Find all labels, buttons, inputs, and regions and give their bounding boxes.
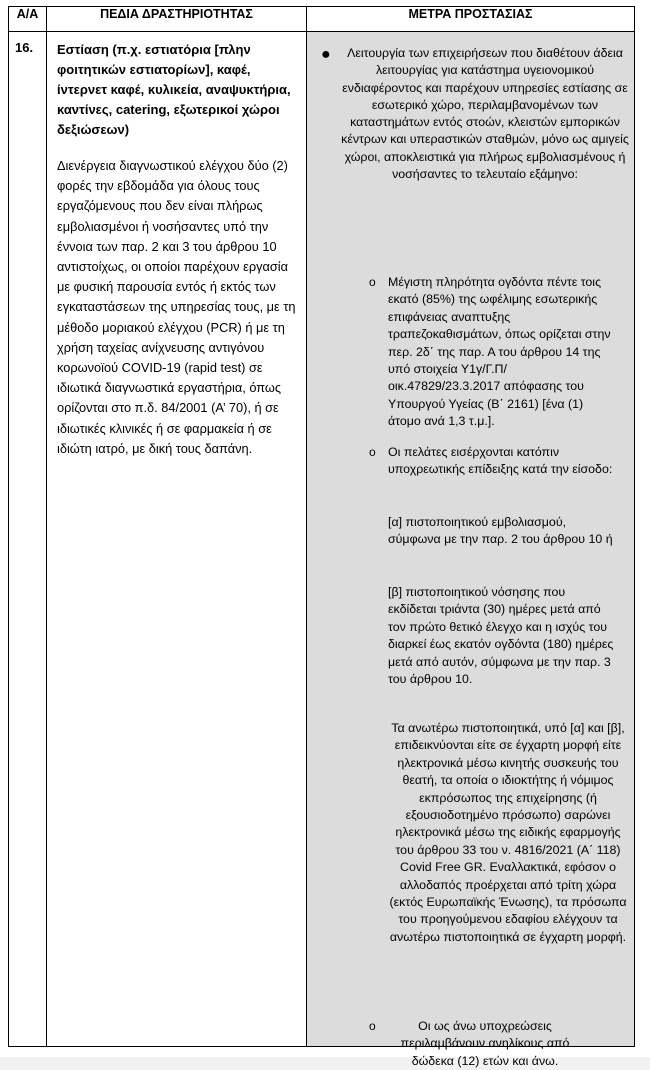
- activity-field-text: Διενέργεια διαγνωστικού ελέγχου δύο (2) φορές την εβδομάδα για όλους τους εργαζόμενους που δεν είναι πλήρως εμβολιασμένοι ή νοσήσαντες υπό την έννοια των παρ. 2 και 3 του άρθρου 10 αντιστοίχως, οι οποίοι παρέχουν εργασία με φυσική παρουσία εντός ή εκτός των εγκαταστάσεων της υπηρεσίας τους, με τη μέθοδο μοριακού ελέγχου (PCR) ή με τη χρήση ταχείας ανίχνευσης αντιγόνου κορωνοϊού COVID-19 (rapid test) σε ιδιωτικά διαγνωστικά εργαστήρια, όπως ορίζονται στο π.δ. 84/2001 (Α’ 70), ή σε ιδιωτικές κλινικές ή σε φαρμακεία ή σε ιδιώτη ιατρό, με δική τους δαπάνη.: [57, 158, 296, 456]
- measures-table: [8, 6, 635, 1068]
- measure-capacity: Μέγιστη πληρότητα ογδόντα πέντε τοις εκατό (85%) της ωφέλιμης εσωτερικής επιφάνειας αναπτυξης τραπεζοκαθισμάτων, όπως ορίζεται στην περ. 2δ΄ της παρ. Α του άρθρου 14 της υπό στοιχεία Υ1γ/Γ.Π/οικ.47829/23.3.2017 απόφασης του Υπουργού Υγείας (Β΄ 2161) [ένα (1) άτομο ανά 1,3 τ.μ.].: [388, 275, 611, 429]
- header-protection-measures: ΜΕΤΡΑ ΠΡΟΣΤΑΣΙΑΣ: [307, 7, 635, 32]
- measure-certificate-display: Τα ανωτέρω πιστοποιητικά, υπό [α] και [β], επιδεικνύονται είτε σε έγχαρτη μορφή είτε ηλεκτρονικά μέσω κινητής συσκευής του θεατή, τα οποία ο ιδιοκτήτης ή νόμιμος εκπρόσωπος της επιχείρησης (ή εξουσιοδοτημένο πρόσωπο) σαρώνει ηλεκτρονικά μέσω της ειδικής εφαρμογής του άρθρου 33 του ν. 4816/2021 (Α΄ 118) Covid Free GR. Εναλλακτικά, εφόσον ο αλλοδαπός προέρχεται από τρίτη χώρα (εκτός Ευρωπαϊκής Ένωσης), τα πρόσωπα του προηγούμενου εδαφίου ελέγχουν τα ανωτέρω πιστοποιητικά σε έγχαρτη μορφή.: [389, 721, 627, 944]
- row-number: 16.: [9, 32, 47, 1047]
- activity-field-cell: [47, 32, 307, 1047]
- header-activity-fields: ΠΕΔΙΑ ΔΡΑΣΤΗΡΙΟΤΗΤΑΣ: [47, 7, 307, 32]
- table-header-row: [9, 7, 635, 32]
- measure-main-text: Λειτουργία των επιχειρήσεων που διαθέτουν άδεια λειτουργίας για κατάστημα υγειονομικού ενδιαφέροντος και παρέχουν υπηρεσίες εστίασης σε εσωτερικό χώρο, περιλαμβανομένων των καταστημάτων εντός στοών, κλειστών εμπορικών κέντρων και υπεραστικών σταθμών, μόνο ως αμιγείς χώροι, αποκλειστικά για πλήρως εμβολιασμένους ή νοσήσαντες το τελευταίο εξάμηνο:: [341, 46, 629, 182]
- header-number: Α/Α: [9, 7, 47, 32]
- circle-bullet-icon: o: [369, 445, 376, 459]
- circle-bullet-icon: o: [369, 275, 376, 289]
- measure-entry-check: Οι πελάτες εισέρχονται κατόπιν υποχρεωτικής επίδειξης κατά την είσοδο:: [388, 445, 613, 477]
- measure-certificate-a: [α] πιστοποιητικού εμβολιασμού, σύμφωνα με την παρ. 2 του άρθρου 10 ή: [388, 515, 613, 547]
- circle-bullet-icon: o: [369, 1019, 376, 1033]
- measures-cell: [307, 32, 635, 1068]
- table-row: [9, 32, 635, 1047]
- bullet-icon: ●: [321, 46, 331, 63]
- measure-minors: Οι ως άνω υποχρεώσεις περιλαμβάνουν ανηλίκους από δώδεκα (12) ετών και άνω.: [400, 1019, 570, 1068]
- measure-certificate-b: [β] πιστοποιητικού νόσησης που εκδίδεται τριάντα (30) ημέρες μετά από τον πρώτο θετικό έλεγχο και η ισχύς του διαρκεί έως εκατόν ογδόντα (180) ημέρες μετά από αυτόν, σύμφωνα με την παρ. 3 του άρθρου 10.: [388, 585, 614, 687]
- activity-field-title: Εστίαση (π.χ. εστιατόρια [πλην φοιτητικών εστιατορίων], καφέ, ίντερνετ καφέ, κυλικεία, αναψυκτήρια, καντίνες, catering, εξωτερικοί χώροι δεξιώσεων): [57, 42, 291, 137]
